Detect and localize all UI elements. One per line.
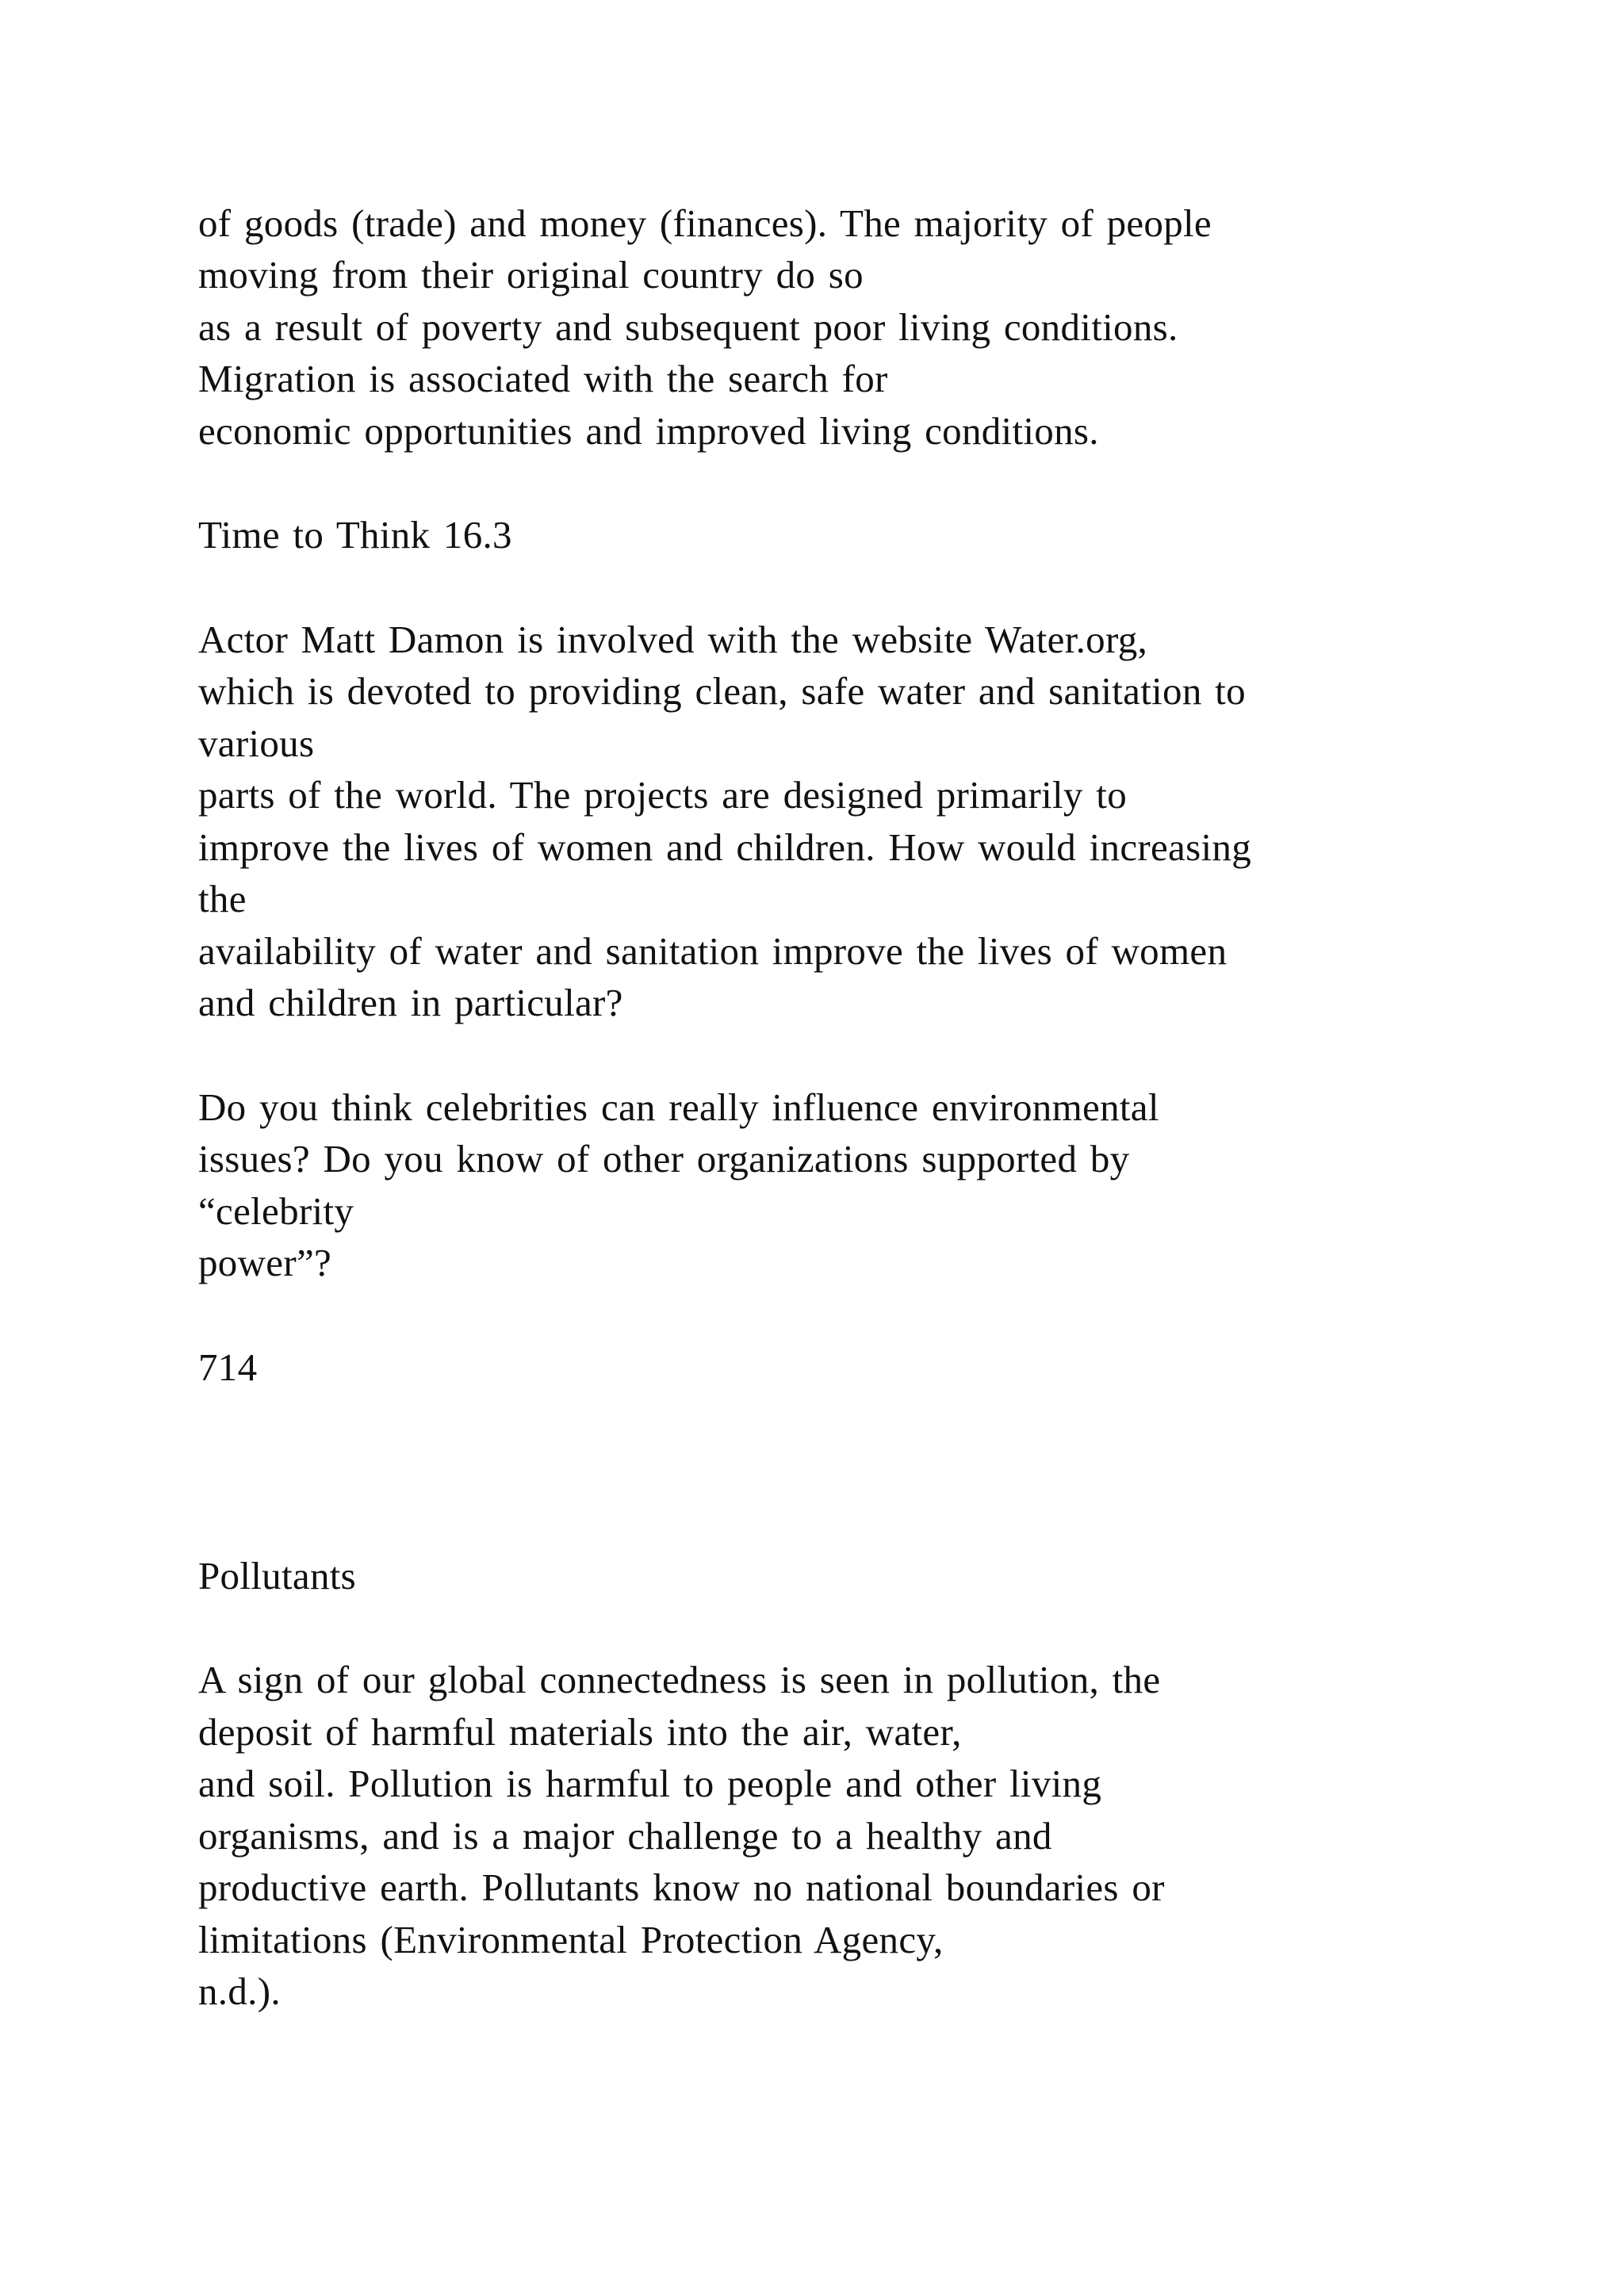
paragraph-4-line-5: productive earth. Pollutants know no national boundaries or — [198, 1866, 1165, 1909]
paragraph-1-line-5: economic opportunities and improved living conditions. — [198, 409, 1099, 453]
paragraph-1-line-3: as a result of poverty and subsequent poor living conditions. — [198, 305, 1178, 349]
paragraph-3-line-4: power”? — [198, 1241, 332, 1284]
paragraph-2-line-6: the — [198, 877, 247, 920]
section-heading: Pollutants — [198, 1554, 357, 1598]
paragraph-2-line-7: availability of water and sanitation improve the lives of women — [198, 929, 1228, 973]
page-number: 714 — [198, 1345, 258, 1389]
paragraph-4-line-1: A sign of our global connectedness is seen in pollution, the — [198, 1658, 1161, 1701]
box-title: Time to Think 16.3 — [198, 513, 512, 557]
paragraph-2-line-1: Actor Matt Damon is involved with the website Water.org, — [198, 618, 1148, 661]
paragraph-2-line-2: which is devoted to providing clean, safe water and sanitation to — [198, 669, 1246, 713]
paragraph-4-line-4: organisms, and is a major challenge to a healthy and — [198, 1814, 1052, 1858]
paragraph-3-line-2: issues? Do you know of other organizations supported by — [198, 1137, 1130, 1181]
paragraph-4-line-2: deposit of harmful materials into the air, water, — [198, 1710, 962, 1754]
paragraph-2-line-4: parts of the world. The projects are designed primarily to — [198, 773, 1127, 817]
paragraph-1-line-2: moving from their original country do so — [198, 253, 864, 297]
paragraph-1-line-4: Migration is associated with the search for — [198, 357, 888, 400]
paragraph-3-line-3: “celebrity — [198, 1189, 354, 1233]
paragraph-3-line-1: Do you think celebrities can really influence environmental — [198, 1085, 1159, 1129]
paragraph-4-line-3: and soil. Pollution is harmful to people and other living — [198, 1762, 1102, 1805]
paragraph-4-line-7: n.d.). — [198, 1969, 281, 2013]
paragraph-1-line-1: of goods (trade) and money (finances). The majority of people — [198, 201, 1212, 245]
paragraph-2-line-8: and children in particular? — [198, 981, 623, 1024]
paragraph-4-line-6: limitations (Environmental Protection Agency, — [198, 1918, 944, 1961]
paragraph-2-line-5: improve the lives of women and children. How would increasing — [198, 825, 1251, 869]
paragraph-2-line-3: various — [198, 721, 315, 765]
